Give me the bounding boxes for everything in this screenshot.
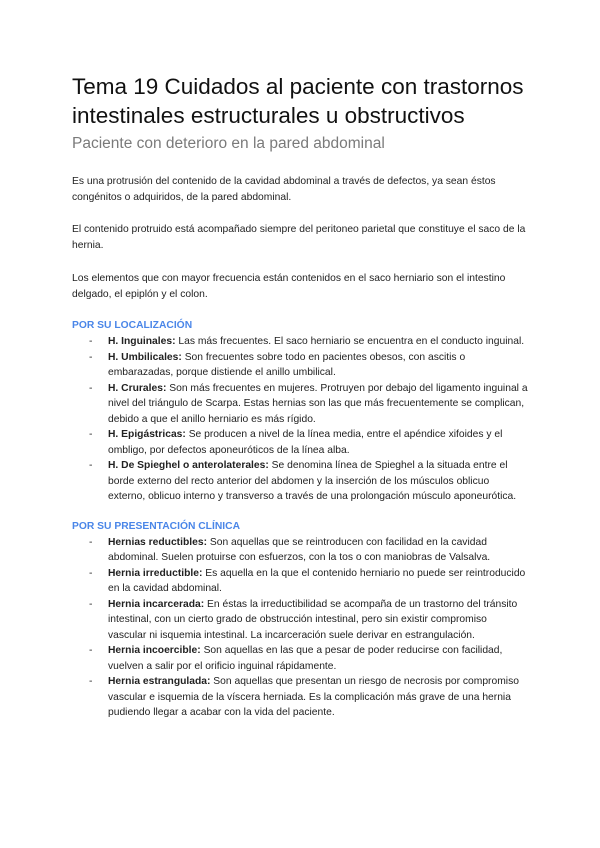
list-item bbox=[72, 458, 528, 505]
list-item-term: H. Inguinales: bbox=[108, 336, 176, 347]
list-item-text: Se producen a nivel de la línea media, entre el apéndice xifoides y el ombligo, por defectos aponeuróticos de la línea alba. bbox=[108, 429, 503, 456]
list-item bbox=[72, 334, 528, 350]
list-item bbox=[72, 381, 528, 428]
list-item-term: H. De Spieghel o anterolaterales: bbox=[108, 460, 269, 471]
list-item-term: Hernia incoercible: bbox=[108, 645, 201, 656]
list-item-text: Son aquellas que presentan un riesgo de necrosis por compromiso vascular e isquemia de la víscera herniada. Es la complicación más grave de una hernia pudiendo llegar a acabar con la vida del paciente. bbox=[108, 676, 519, 718]
contents-paragraph: Los elementos que con mayor frecuencia están contenidos en el saco herniario son el intestino delgado, el epiplón y el colon. bbox=[72, 273, 506, 300]
list-bullet: - bbox=[89, 567, 93, 579]
list-bullet: - bbox=[89, 536, 93, 548]
list-item-text: En éstas la irreductibilidad se acompaña de un trastorno del tránsito intestinal, con un cierto grado de obstrucción intestinal, pero sin existir compromiso vascular ni isquemia intestinal. La incarceración suele derivar en estrangulación. bbox=[108, 598, 518, 641]
list-item bbox=[72, 566, 528, 597]
localizacion-list bbox=[72, 334, 528, 505]
list-bullet: - bbox=[89, 645, 93, 656]
list-item bbox=[72, 674, 528, 721]
list-bullet: - bbox=[89, 598, 93, 610]
list-bullet: - bbox=[89, 429, 93, 440]
list-item-term: Hernias reductibles: bbox=[108, 536, 207, 548]
list-item bbox=[72, 350, 528, 381]
list-item-text: Son aquellas en las que a pesar de poder reducirse con facilidad, vuelven a salir por el orificio inguinal rápidamente. bbox=[108, 645, 503, 672]
title-line-1: Tema 19 Cuidados al paciente con trastornos bbox=[72, 74, 524, 99]
list-item-text: Son frecuentes sobre todo en pacientes obesos, con ascitis o embarazadas, porque distiende el anillo umbilical. bbox=[108, 351, 466, 378]
document-subtitle: Paciente con deterioro en la pared abdominal bbox=[72, 135, 385, 152]
section-heading-localizacion: POR SU LOCALIZACIÓN bbox=[72, 320, 193, 331]
list-item-term: Hernia estrangulada: bbox=[108, 676, 211, 687]
intro-paragraph: Es una protrusión del contenido de la cavidad abdominal a través de defectos, ya sean éstos congénitos o adquiridos, de la pared abdominal. bbox=[72, 176, 496, 203]
list-item-term: H. Crurales: bbox=[108, 382, 167, 394]
list-item bbox=[72, 427, 528, 458]
list-item-text: Son más frecuentes en mujeres. Protruyen por debajo del ligamento inguinal a nivel del triángulo de Scarpa. Estas hernias son las que más frecuentemente se complican, debido a que el anillo herniario es más rígido. bbox=[108, 382, 528, 425]
list-item bbox=[72, 643, 528, 674]
list-item-text: Las más frecuentes. El saco herniario se encuentra en el conducto inguinal. bbox=[175, 336, 525, 347]
list-item-text: Es aquella en la que el contenido herniario no puede ser reintroducido en la cavidad abdominal. bbox=[108, 567, 526, 594]
list-bullet: - bbox=[89, 336, 93, 347]
list-item-text: Son aquellas que se reintroducen con facilidad en la cavidad abdominal. Suelen protuirse con esfuerzos, con la tos o con maniobras de Valsalva. bbox=[108, 536, 491, 563]
peritoneum-paragraph: El contenido protruido está acompañado siempre del peritoneo parietal que constituye el saco de la hernia. bbox=[72, 224, 526, 251]
list-bullet: - bbox=[89, 460, 93, 471]
list-item-term: Hernia irreductible: bbox=[108, 567, 203, 579]
document-title bbox=[72, 72, 528, 130]
list-bullet: - bbox=[89, 382, 93, 394]
list-bullet: - bbox=[89, 351, 93, 363]
list-item-term: H. Umbilicales: bbox=[108, 351, 182, 363]
list-bullet: - bbox=[89, 676, 93, 687]
list-item-term: Hernia incarcerada: bbox=[108, 598, 205, 610]
section-heading-presentacion-clinica: POR SU PRESENTACIÓN CLÍNICA bbox=[72, 520, 241, 532]
presentacion-clinica-list bbox=[72, 535, 528, 721]
list-item bbox=[72, 597, 528, 644]
list-item bbox=[72, 535, 528, 566]
list-item-text: Se denomina línea de Spieghel a la situada entre el borde externo del recto anterior del abdomen y la inserción de los músculos oblicuo externo, oblicuo interno y transverso a través de una prolongación músculo aponeurótica. bbox=[108, 460, 517, 502]
title-line-2: intestinales estructurales u obstructivos bbox=[72, 103, 465, 128]
list-item-term: H. Epigástricas: bbox=[108, 429, 186, 440]
